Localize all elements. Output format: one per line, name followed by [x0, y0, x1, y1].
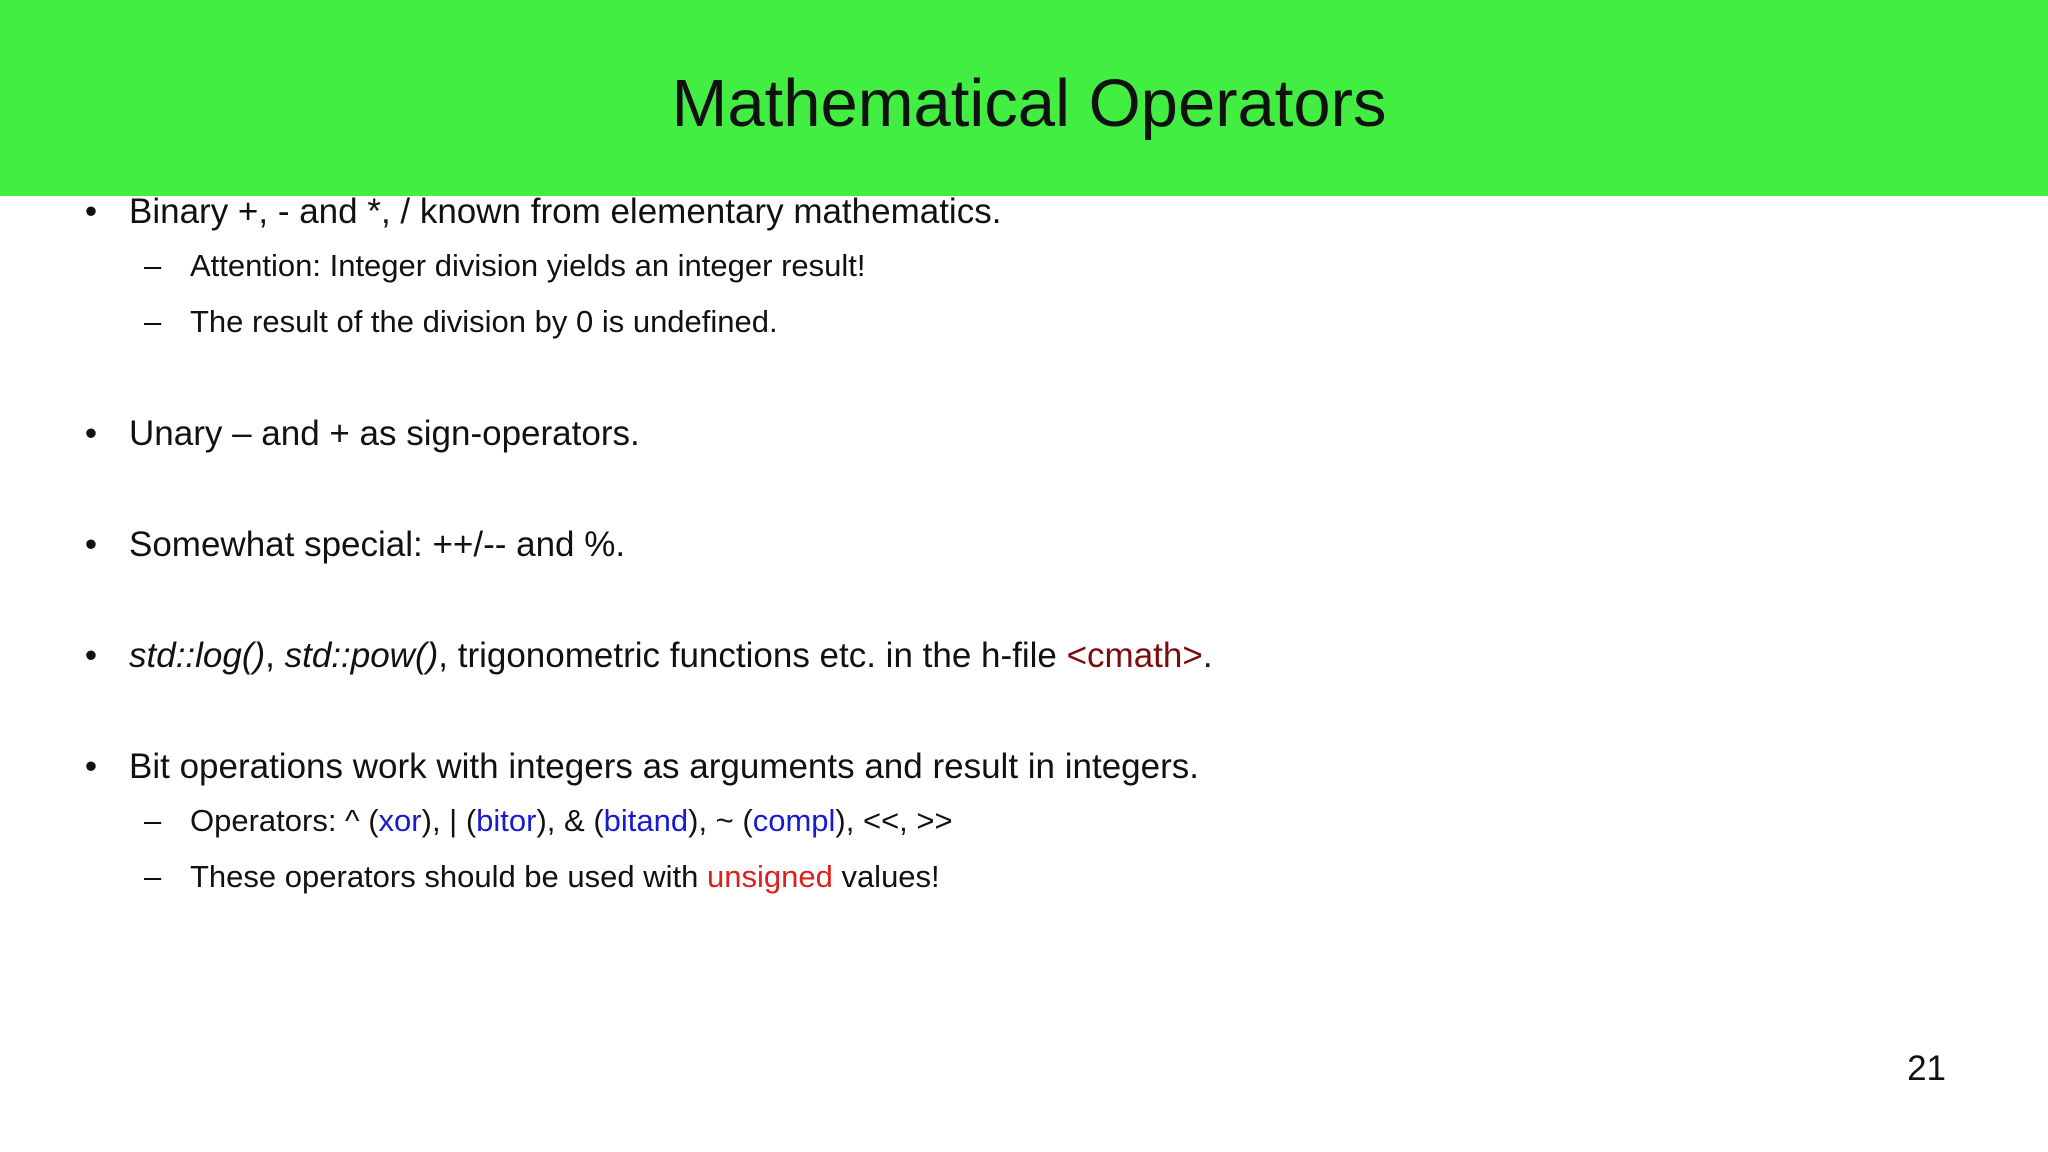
sub-bullet-dash: –: [144, 803, 162, 838]
bullet-text: Unary – and + as sign-operators.: [129, 414, 640, 453]
code-cmath-header: <cmath>: [1066, 636, 1203, 675]
bullet-dot: •: [84, 192, 98, 231]
keyword-xor: xor: [378, 803, 422, 838]
bullet-dot: •: [84, 636, 98, 675]
page-number: 21: [1907, 1049, 1946, 1088]
code-std-pow: std::pow(): [284, 636, 439, 675]
text-fragment: ), | (: [421, 803, 477, 838]
keyword-bitand: bitand: [603, 803, 689, 838]
keyword-compl: compl: [752, 803, 836, 838]
bullet-text: Bit operations work with integers as arguments and result in integers.: [129, 747, 1199, 786]
bullet-dot: •: [84, 525, 98, 564]
sub-bullet-dash: –: [144, 248, 162, 283]
text-separator: ,: [265, 636, 285, 675]
sub-bullet-dash: –: [144, 304, 162, 339]
text-fragment: ), & (: [536, 803, 604, 838]
text-fragment: Operators: ^ (: [190, 803, 379, 838]
bullet-dot: •: [84, 747, 98, 786]
sub-bullet-dash: –: [144, 859, 162, 894]
text-fragment: ), <<, >>: [835, 803, 953, 838]
sub-bullet-text: [190, 801, 953, 841]
bullet-dot: •: [84, 414, 98, 453]
text-fragment: values!: [832, 859, 940, 894]
bullet-text: Somewhat special: ++/-- and %.: [129, 525, 626, 564]
bullet-text: [129, 634, 1213, 678]
keyword-unsigned: unsigned: [706, 859, 833, 894]
text-fragment: ), ~ (: [688, 803, 753, 838]
text-fragment: These operators should be used with: [190, 859, 707, 894]
text-middle: , trigonometric functions etc. in the h-file: [438, 636, 1067, 675]
text-period: .: [1202, 636, 1213, 675]
slide-title: Mathematical Operators: [671, 66, 1387, 141]
sub-bullet-text: [190, 857, 940, 897]
sub-bullet-text: The result of the division by 0 is undefined.: [190, 304, 778, 339]
sub-bullet-text: Attention: Integer division yields an integer result!: [190, 248, 866, 283]
code-std-log: std::log(): [129, 636, 266, 675]
keyword-bitor: bitor: [476, 803, 537, 838]
bullet-text: Binary +, - and *, / known from elementary mathematics.: [129, 192, 1002, 231]
